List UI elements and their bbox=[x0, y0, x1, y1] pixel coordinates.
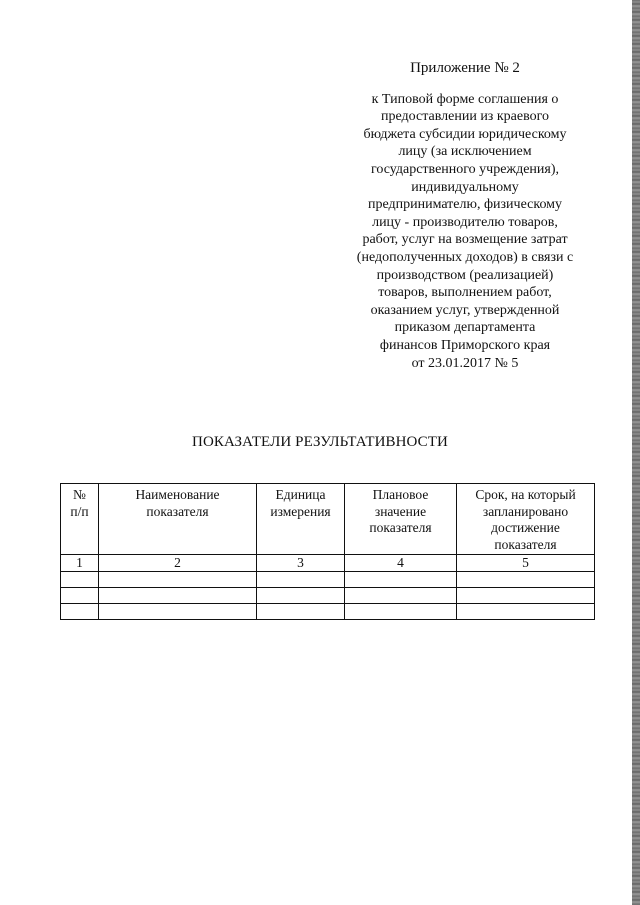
header-text: показателя bbox=[494, 536, 557, 552]
table-row bbox=[61, 588, 595, 604]
table-cell bbox=[257, 604, 345, 620]
header-text: измерения bbox=[270, 503, 331, 519]
table-cell bbox=[99, 588, 257, 604]
header-text: Наименование bbox=[135, 487, 220, 502]
appendix-line: государственного учреждения), bbox=[370, 161, 560, 177]
appendix-line: товаров, выполнением работ, bbox=[378, 285, 552, 301]
appendix-line: работ, услуг на возмещение затрат bbox=[362, 232, 568, 248]
table-cell bbox=[99, 572, 257, 588]
table-cell bbox=[457, 588, 595, 604]
scan-edge-shadow bbox=[632, 0, 640, 905]
table-header-row bbox=[61, 484, 595, 555]
appendix-title: Приложение № 2 bbox=[410, 60, 520, 76]
table-cell bbox=[257, 588, 345, 604]
header-text: № bbox=[73, 487, 86, 502]
appendix-line: финансов Приморского края bbox=[379, 337, 551, 353]
appendix-line: производством (реализацией) bbox=[376, 267, 554, 283]
document-heading: ПОКАЗАТЕЛИ РЕЗУЛЬТАТИВНОСТИ bbox=[192, 434, 448, 450]
header-text: Плановое bbox=[372, 487, 429, 502]
table-cell bbox=[457, 604, 595, 620]
indicators-table bbox=[60, 483, 595, 620]
table-cell bbox=[457, 572, 595, 588]
table-cell bbox=[61, 588, 99, 604]
header-text: достижение bbox=[491, 520, 560, 535]
appendix-block bbox=[330, 60, 600, 372]
header-cell-deadline bbox=[457, 484, 595, 555]
column-number-cell: 2 bbox=[99, 555, 257, 572]
appendix-line: предоставлении из краевого bbox=[381, 109, 549, 125]
column-number-cell: 4 bbox=[345, 555, 457, 572]
header-text: запланировано bbox=[482, 503, 569, 519]
table-row bbox=[61, 572, 595, 588]
header-text: Срок, на который bbox=[475, 487, 576, 502]
header-text: показателя bbox=[369, 520, 432, 535]
appendix-line: лицу (за исключением bbox=[398, 144, 532, 160]
column-number-cell: 1 bbox=[61, 555, 99, 572]
appendix-line: (недополученных доходов) в связи с bbox=[356, 249, 574, 265]
header-text: Единица bbox=[275, 487, 326, 502]
header-cell-planned-value bbox=[345, 484, 457, 555]
header-cell-unit bbox=[257, 484, 345, 555]
table-cell bbox=[61, 604, 99, 620]
appendix-line: оказанием услуг, утвержденной bbox=[370, 302, 560, 318]
header-text: п/п bbox=[70, 503, 89, 519]
table-cell bbox=[61, 572, 99, 588]
column-number-row bbox=[61, 555, 595, 572]
column-number-cell: 3 bbox=[257, 555, 345, 572]
header-text: значение bbox=[374, 503, 427, 519]
appendix-line: от 23.01.2017 № 5 bbox=[411, 355, 519, 371]
table-cell bbox=[345, 604, 457, 620]
table-cell bbox=[345, 572, 457, 588]
appendix-line: предпринимателю, физическому bbox=[367, 197, 563, 213]
table-cell bbox=[99, 604, 257, 620]
column-number-cell: 5 bbox=[457, 555, 595, 572]
header-text: показателя bbox=[146, 503, 209, 519]
header-cell-indicator-name bbox=[99, 484, 257, 555]
appendix-line: лицу - производителю товаров, bbox=[372, 214, 558, 230]
header-cell-number bbox=[61, 484, 99, 555]
table-cell bbox=[257, 572, 345, 588]
table-row bbox=[61, 604, 595, 620]
table-cell bbox=[345, 588, 457, 604]
appendix-line: индивидуальному bbox=[411, 179, 519, 195]
appendix-line: к Типовой форме соглашения о bbox=[371, 91, 559, 107]
appendix-line: бюджета субсидии юридическому bbox=[363, 126, 567, 142]
appendix-line: приказом департамента bbox=[394, 320, 536, 336]
